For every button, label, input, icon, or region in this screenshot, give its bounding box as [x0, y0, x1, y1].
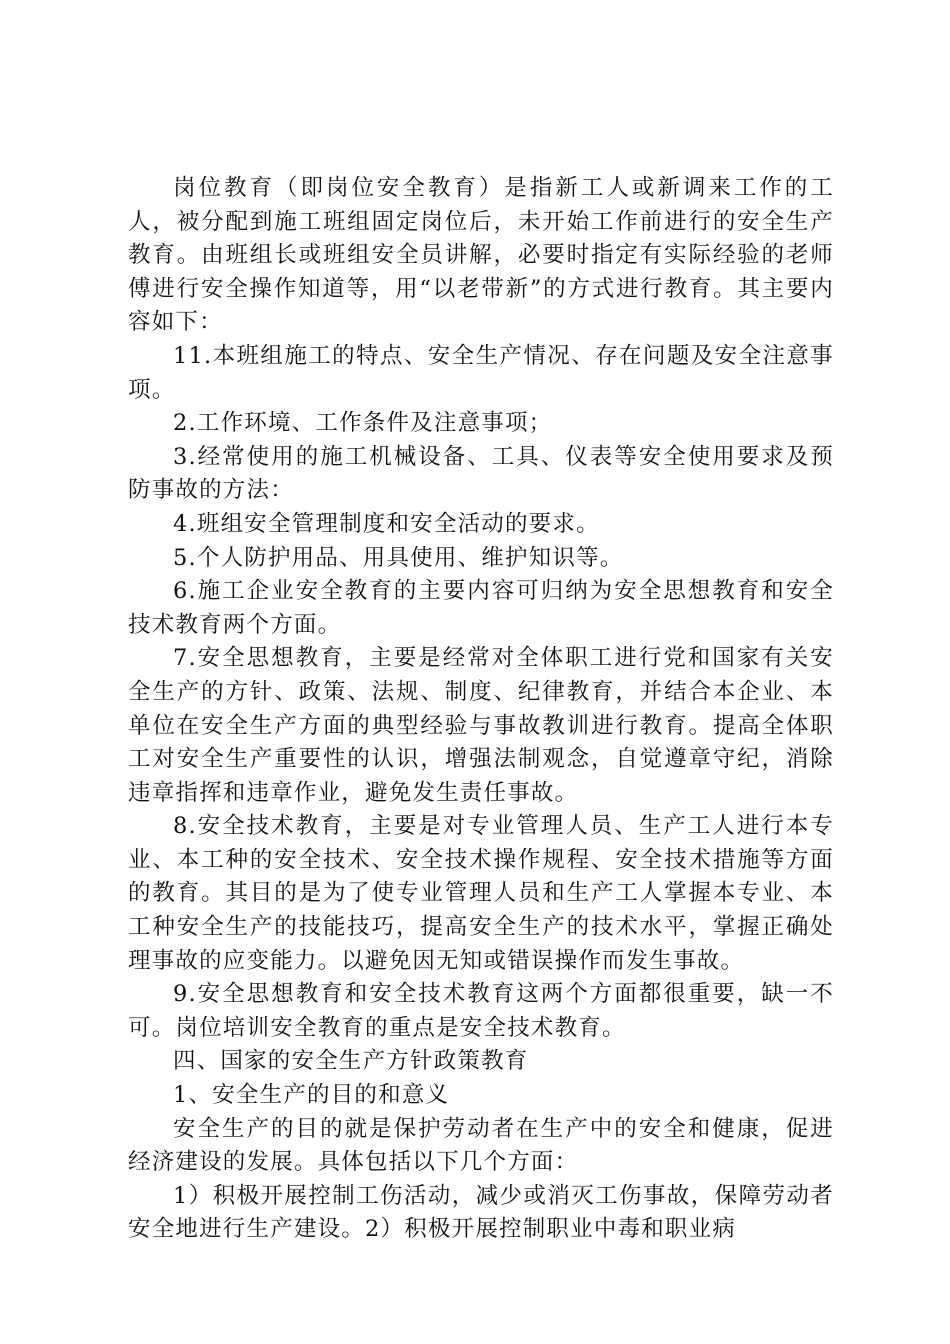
paragraph-item-9: 9.安全思想教育和安全技术教育这两个方面都很重要，缺一不可。岗位培训安全教育的重点是安全技术教育。: [128, 981, 834, 1041]
paragraph-item-3: 3.经常使用的施工机械设备、工具、仪表等安全使用要求及预防事故的方法：: [128, 443, 834, 504]
paragraph-item-2: 2.工作环境、工作条件及注意事项；: [173, 410, 553, 437]
paragraph-item-5: 5.个人防护用品、用具使用、维护知识等。: [173, 544, 624, 571]
section-heading: 四、国家的安全生产方针政策教育: [173, 1048, 529, 1075]
document-body: [128, 172, 834, 1247]
paragraph-item-6: 6.施工企业安全教育的主要内容可归纳为安全思想教育和安全技术教育两个方面。: [128, 578, 834, 638]
subsection-heading: 1、安全生产的目的和意义: [173, 1082, 450, 1109]
paragraph-item-8: 8.安全技术教育，主要是对专业管理人员、生产工人进行本专业、本工种的安全技术、安全技术操作规程、安全技术措施等方面的教育。其目的是为了使专业管理人员和生产工人掌握本专业、本工种安全生产的技能技巧，提高安全生产的技术水平，掌握正确处理事故的应变能力。以避免因无知或错误操作而发生事故。: [128, 813, 834, 974]
paragraph-item-1: 11.本班组施工的特点、安全生产情况、存在问题及安全注意事项。: [128, 342, 834, 403]
paragraph-item-7: 7.安全思想教育，主要是经常对全体职工进行党和国家有关安全生产的方针、政策、法规、制度、纪律教育，并结合本企业、本单位在安全生产方面的典型经验与事故教训进行教育。提高全体职工对安全生产重要性的认识，增强法制观念，自觉遵章守纪，消除违章指挥和违章作业，避免发生责任事故。: [128, 645, 834, 806]
paragraph-item-4: 4.班组安全管理制度和安全活动的要求。: [173, 510, 600, 537]
paragraph-intro: 岗位教育（即岗位安全教育）是指新工人或新调来工作的工人，被分配到施工班组固定岗位后，未开始工作前进行的安全生产教育。由班组长或班组安全员讲解，必要时指定有实际经验的老师傅进行安全操作知道等，用“以老带新”的方式进行教育。其主要内容如下：: [128, 175, 834, 336]
paragraph-purpose: 安全生产的目的就是保护劳动者在生产中的安全和健康，促进经济建设的发展。具体包括以下几个方面：: [128, 1115, 834, 1176]
paragraph-aspects: 1）积极开展控制工伤活动，减少或消灭工伤事故，保障劳动者安全地进行生产建设。2）积极开展控制职业中毒和职业病: [128, 1182, 834, 1243]
